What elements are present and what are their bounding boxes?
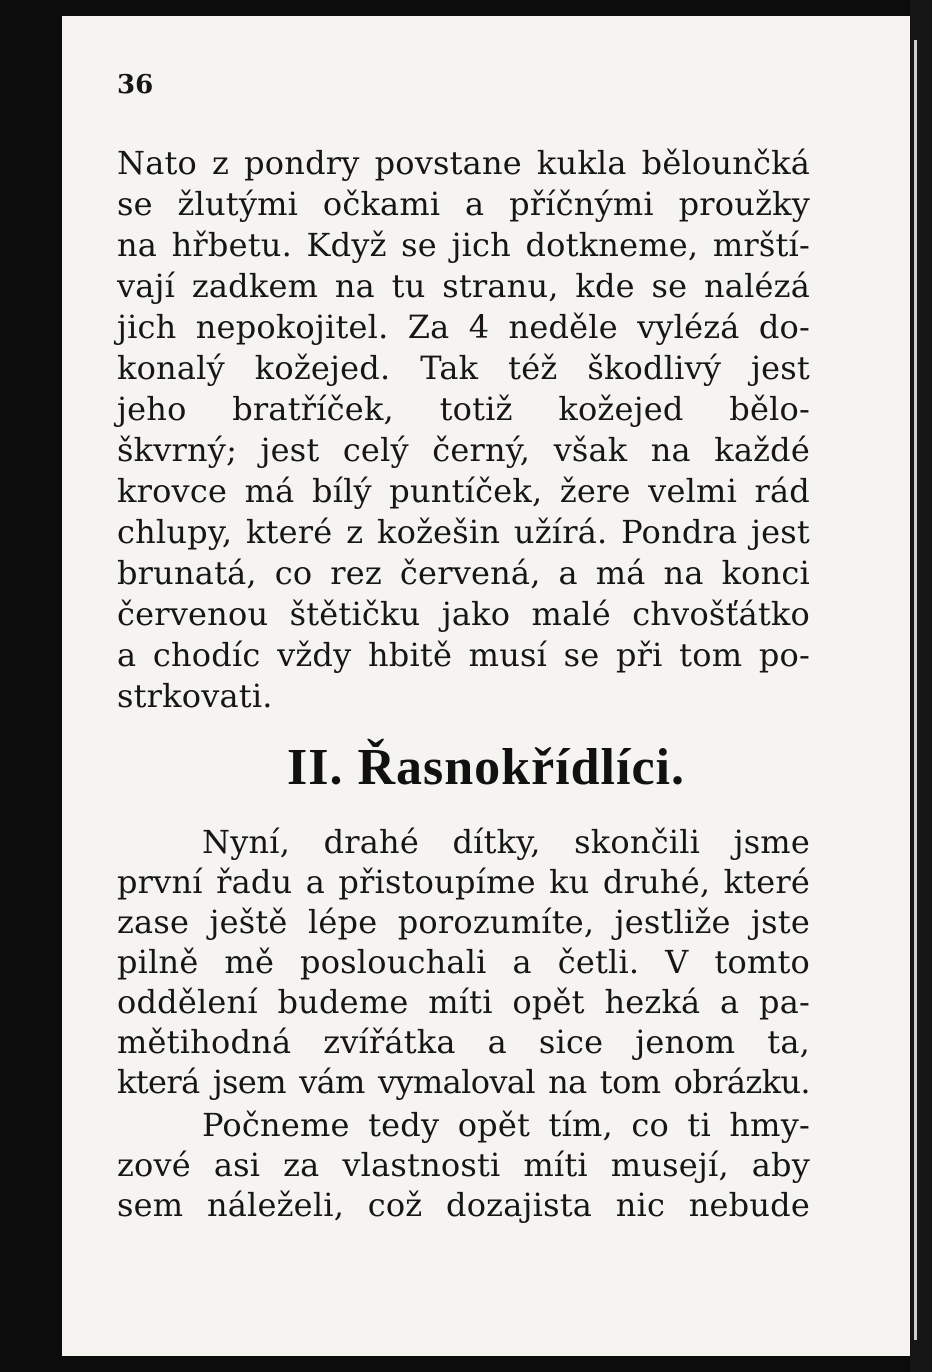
text-line: jich nepokojitel. Za 4 neděle vylézá do-: [117, 308, 810, 346]
page-number: 36: [117, 70, 154, 100]
page-edge-rule: [914, 40, 917, 1340]
text-line: která jsem vám vymaloval na tom obrázku.: [117, 1063, 810, 1101]
text-line: oddělení budeme míti opět hezká a pa-: [117, 983, 810, 1021]
text-line: jeho bratříček, totiž kožejed bělo-: [117, 390, 810, 428]
text-line: Nato z pondry povstane kukla bělounčká: [117, 144, 810, 182]
text-line: na hřbetu. Když se jich dotkneme, mrští-: [117, 226, 810, 264]
text-line: červenou štětičku jako malé chvošťátko: [117, 595, 810, 633]
text-line: pilně mě poslouchali a četli. V tomto: [117, 943, 810, 981]
text-line: vají zadkem na tu stranu, kde se nalézá: [117, 267, 810, 305]
text-line: krovce má bílý puntíček, žere velmi rád: [117, 472, 810, 510]
text-line: sem náleželi, což dozajista nic nebude: [117, 1186, 810, 1224]
text-line: brunatá, co rez červená, a má na konci: [117, 554, 810, 592]
text-line: škvrný; jest celý černý, však na každé: [117, 431, 810, 469]
text-line: první řadu a přistoupíme ku druhé, které: [117, 863, 810, 901]
text-line: konalý kožejed. Tak též škodlivý jest: [117, 349, 810, 387]
section-heading: II. Řasnokřídlíci.: [287, 739, 685, 796]
text-line: strkovati.: [117, 677, 273, 715]
text-line: Nyní, drahé dítky, skončili jsme: [202, 823, 810, 861]
text-line: zové asi za vlastnosti míti musejí, aby: [117, 1146, 810, 1184]
text-line: Počneme tedy opět tím, co ti hmy-: [202, 1106, 810, 1144]
text-line: chlupy, které z kožešin užírá. Pondra jest: [117, 513, 810, 551]
text-line: zase ještě lépe porozumíte, jestliže jste: [117, 903, 810, 941]
text-line: se žlutými očkami a příčnými proužky: [117, 185, 810, 223]
text-line: a chodíc vždy hbitě musí se při tom po-: [117, 636, 810, 674]
text-line: mětihodná zvířátka a sice jenom ta,: [117, 1023, 810, 1061]
book-page: [62, 16, 910, 1356]
